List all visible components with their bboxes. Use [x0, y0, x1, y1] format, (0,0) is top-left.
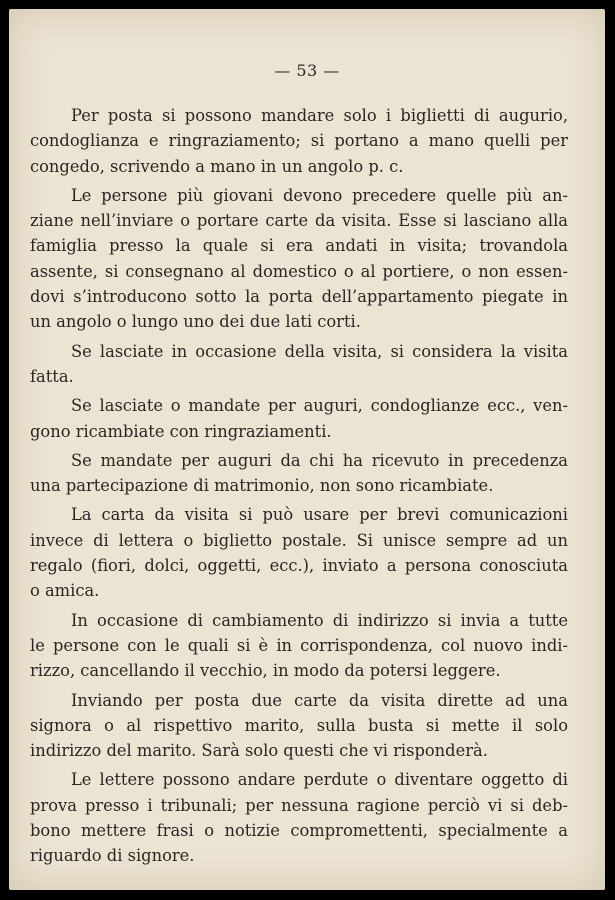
text-line: Per posta si possono mandare solo i biglietti di augurio, [71, 106, 568, 125]
text-line: o amica. [30, 581, 100, 601]
text-line: regalo (fiori, dolci, oggetti, ecc.), inviato a persona conosciuta [30, 556, 568, 576]
text-line: indirizzo del marito. Sarà solo questi che vi risponderà. [30, 741, 488, 761]
text-line: ziane nell’inviare o portare carte da visita. Esse si lasciano alla [30, 211, 568, 231]
text-line: le persone con le quali si è in corrispondenza, col nuovo indi- [30, 635, 568, 655]
text-line: bono mettere frasi o notizie compromettenti, specialmente a [30, 821, 568, 841]
text-line: una partecipazione di matrimonio, non sono ricambiate. [30, 476, 494, 496]
paragraph-3 [30, 339, 568, 390]
paragraph-1 [30, 103, 568, 179]
paragraph-5 [30, 448, 568, 499]
text-line: riguardo di signore. [30, 846, 195, 866]
text-line: dovi s’introducono sotto la porta dell’appartamento piegate in [30, 287, 568, 307]
body-text [30, 103, 568, 869]
text-line: un angolo o lungo uno dei due lati corti. [30, 312, 361, 332]
paragraph-8 [30, 688, 568, 764]
text-line: signora o al rispettivo marito, sulla busta si mette il solo [30, 715, 568, 735]
text-line: Se lasciate in occasione della visita, si considera la visita [71, 341, 568, 361]
paragraph-2 [30, 183, 568, 335]
text-line: prova presso i tribunali; per nessuna ragione perciò vi si deb- [30, 795, 568, 815]
paragraph-6 [30, 502, 568, 603]
text-line: Le lettere possono andare perdute o diventare oggetto di [71, 770, 568, 790]
text-line: invece di lettera o biglietto postale. Si unisce sempre ad un [30, 530, 568, 550]
text-line: famiglia presso la quale si era andati in visita; trovandola [30, 236, 568, 256]
text-line: Le persone più giovani devono precedere quelle più an- [71, 185, 568, 205]
text-line: congedo, scrivendo a mano in un angolo p. c. [30, 156, 404, 176]
text-line: fatta. [30, 366, 74, 386]
text-line: La carta da visita si può usare per brevi comunicazioni [71, 505, 568, 525]
page-number: — 53 — [274, 61, 340, 80]
paragraph-9 [30, 767, 568, 868]
text-line: gono ricambiate con ringraziamenti. [30, 421, 332, 441]
text-line: assente, si consegnano al domestico o al portiere, o non essen- [30, 261, 568, 281]
text-line: Se mandate per auguri da chi ha ricevuto in precedenza [71, 450, 568, 470]
text-line: condoglianza e ringraziamento; si portano a mano quelli per [30, 131, 568, 151]
text-line: rizzo, cancellando il vecchio, in modo da potersi leggere. [30, 661, 501, 681]
book-page [9, 9, 605, 890]
text-line: Se lasciate o mandate per auguri, condoglianze ecc., ven- [71, 396, 568, 416]
text-line: In occasione di cambiamento di indirizzo si invia a tutte [71, 610, 568, 630]
paragraph-4 [30, 393, 568, 444]
text-line: Inviando per posta due carte da visita dirette ad una [71, 690, 568, 710]
paragraph-7 [30, 608, 568, 684]
